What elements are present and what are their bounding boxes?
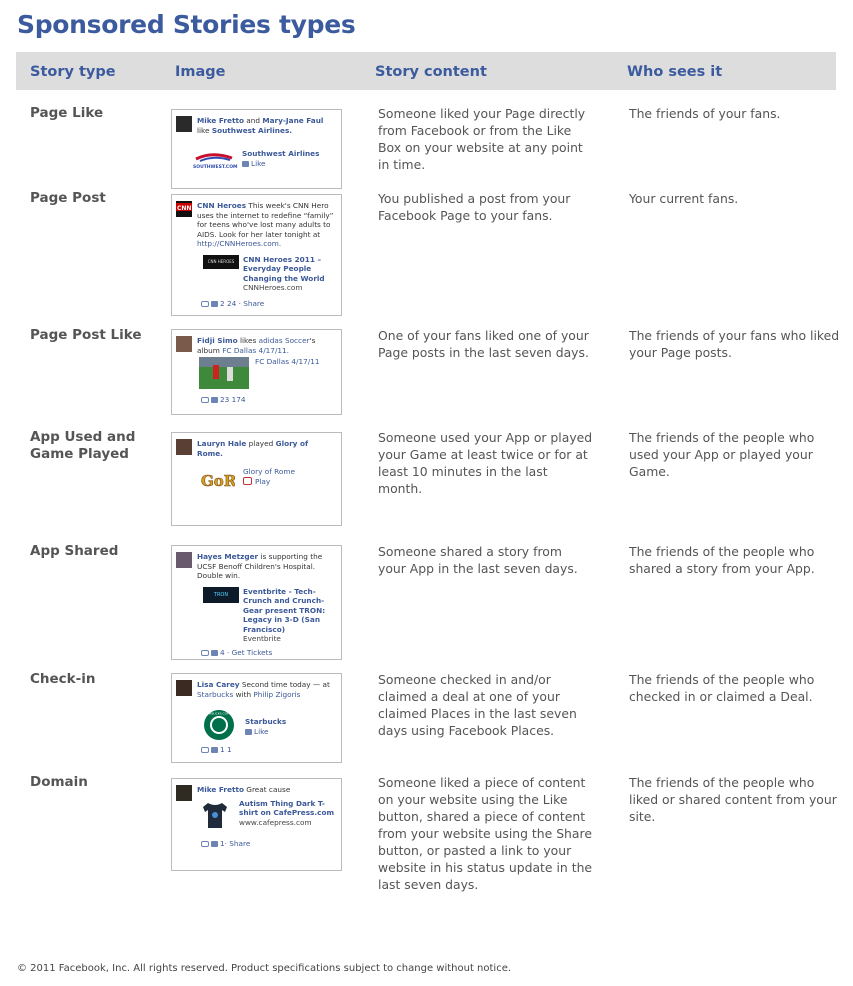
story-image bbox=[171, 432, 342, 526]
thumbs-up-icon bbox=[211, 301, 218, 307]
svg-text:CNN: CNN bbox=[177, 205, 192, 212]
attachment bbox=[199, 467, 336, 489]
thumbnail: CNN HEROES bbox=[203, 255, 239, 269]
who-sees-it: The friends of your fans who liked your Page posts. bbox=[629, 328, 840, 360]
attachment-title[interactable]: Eventbrite - Tech-Crunch and Crunch-Gear present TRON: Legacy in 3-D (San Francisco) bbox=[243, 586, 326, 634]
story-type: Page Like bbox=[30, 105, 104, 121]
cnn-logo-icon bbox=[176, 201, 192, 217]
story-text: Hayes Metzger is supporting the UCSF Benoff Children's Hospital. Double win. bbox=[197, 552, 323, 580]
avatar bbox=[176, 785, 192, 801]
story-text: CNN Heroes This week's CNN Hero uses the internet to redefine “family” for teens who've lost many adults to AIDS. Look for her later tonight at http://CNNHeroes.com. bbox=[197, 201, 334, 248]
thumbs-up-icon bbox=[211, 397, 218, 403]
attachment bbox=[203, 255, 336, 293]
who-sees-it: The friends of the people who liked or shared content from your site. bbox=[629, 775, 837, 824]
story-actions: 1· Share bbox=[201, 839, 336, 849]
story-actions: 1 1 bbox=[201, 745, 336, 755]
who-sees-it: The friends of the people who checked in or claimed a Deal. bbox=[629, 672, 815, 704]
header-who-sees-it: Who sees it bbox=[627, 64, 723, 80]
thumbs-up-icon bbox=[242, 161, 249, 167]
story-image bbox=[171, 673, 342, 763]
avatar bbox=[176, 116, 192, 132]
story-type: Check-in bbox=[30, 671, 96, 687]
story-content: Someone liked your Page directly from Facebook or from the Like Box on your website at any point in time. bbox=[378, 106, 586, 172]
attachment bbox=[203, 587, 336, 644]
southwest-logo-icon bbox=[192, 149, 238, 169]
soccer-photo-icon bbox=[199, 357, 249, 389]
story-image bbox=[171, 109, 342, 189]
attachment-title[interactable]: Southwest Airlines bbox=[242, 149, 320, 158]
thumbnail: TRON bbox=[203, 587, 239, 603]
page-title: Sponsored Stories types bbox=[17, 10, 356, 39]
svg-text:SOUTHWEST.COM: SOUTHWEST.COM bbox=[193, 165, 238, 169]
attachment-title[interactable]: Starbucks bbox=[245, 717, 287, 726]
game-logo-icon bbox=[199, 467, 235, 493]
story-content: Someone shared a story from your App in the last seven days. bbox=[378, 544, 578, 576]
story-image bbox=[171, 329, 342, 415]
attachment bbox=[192, 149, 336, 171]
thumbs-up-icon bbox=[245, 729, 252, 735]
story-content: You published a post from your Facebook Page to your fans. bbox=[378, 191, 571, 223]
story-text: Mike Fretto and Mary-Jane Faul like Southwest Airlines. bbox=[197, 116, 324, 135]
attachment-title[interactable]: Autism Thing Dark T-shirt on CafePress.com bbox=[239, 798, 335, 817]
svg-text:STARBUCKS COFFEE: STARBUCKS COFFEE bbox=[203, 711, 235, 716]
avatar bbox=[176, 336, 192, 352]
comment-icon bbox=[201, 650, 209, 656]
attachment-title[interactable]: FC Dallas 4/17/11 bbox=[255, 357, 320, 366]
story-image bbox=[171, 194, 342, 316]
story-content: Someone liked a piece of content on your website using the Like button, shared a piece of content from your website using the Share button, or pasted a link to your website in his status update in the last seven days. bbox=[378, 775, 593, 892]
story-type: App Shared bbox=[30, 543, 119, 559]
story-content: Someone checked in and/or claimed a deal at one of your claimed Places in the last seven days using Facebook Places. bbox=[378, 672, 577, 738]
comment-icon bbox=[201, 747, 209, 753]
thumbs-up-icon bbox=[211, 841, 218, 847]
story-content: One of your fans liked one of your Page posts in the last seven days. bbox=[378, 328, 589, 360]
like-button[interactable]: Like bbox=[242, 159, 336, 169]
attachment-title[interactable]: Glory of Rome bbox=[243, 467, 295, 476]
story-type: Page Post bbox=[30, 190, 106, 206]
starbucks-logo-icon bbox=[203, 709, 235, 741]
table-header bbox=[16, 52, 836, 90]
attachment-source: Eventbrite bbox=[243, 634, 281, 643]
comment-icon bbox=[201, 397, 209, 403]
play-button[interactable]: Play bbox=[243, 477, 336, 487]
avatar bbox=[176, 680, 192, 696]
story-type: Page Post Like bbox=[30, 327, 142, 343]
attachment bbox=[199, 357, 336, 389]
copyright-notice: © 2011 Facebook, Inc. All rights reserved. Product specifications subject to change without notice. bbox=[17, 963, 512, 974]
who-sees-it: The friends of your fans. bbox=[629, 106, 781, 121]
story-text: Lauryn Hale played Glory of Rome. bbox=[197, 439, 309, 458]
tshirt-icon bbox=[199, 799, 231, 831]
who-sees-it: Your current fans. bbox=[629, 191, 739, 206]
attachment bbox=[199, 799, 336, 831]
who-sees-it: The friends of the people who shared a story from your App. bbox=[629, 544, 815, 576]
attachment bbox=[203, 709, 336, 741]
comment-icon bbox=[201, 301, 209, 307]
svg-text:GoR: GoR bbox=[201, 472, 235, 490]
attachment-source: CNNHeroes.com bbox=[243, 283, 303, 292]
comment-icon bbox=[201, 841, 209, 847]
attachment-source: www.cafepress.com bbox=[239, 817, 312, 827]
who-sees-it: The friends of the people who used your App or played your Game. bbox=[629, 430, 815, 479]
avatar bbox=[176, 439, 192, 455]
story-actions: 23 174 bbox=[201, 395, 336, 405]
header-image: Image bbox=[175, 64, 226, 80]
play-icon bbox=[243, 477, 252, 485]
attachment-title[interactable]: CNN Heroes 2011 – Everyday People Changing the World bbox=[243, 254, 325, 283]
story-content: Someone used your App or played your Game at least twice or for at least 10 minutes in the last month. bbox=[378, 430, 593, 496]
avatar bbox=[176, 552, 192, 568]
thumbs-up-icon bbox=[211, 650, 218, 656]
header-story-content: Story content bbox=[375, 64, 487, 80]
story-actions: 2 24 · Share bbox=[201, 299, 336, 309]
story-image bbox=[171, 545, 342, 660]
thumbs-up-icon bbox=[211, 747, 218, 753]
story-text: Mike Fretto Great cause bbox=[197, 785, 291, 794]
like-button[interactable]: Like bbox=[245, 727, 336, 737]
story-type: App Used and Game Played bbox=[30, 429, 136, 462]
story-image bbox=[171, 778, 342, 871]
story-type: Domain bbox=[30, 774, 88, 790]
story-actions: 4 · Get Tickets bbox=[201, 648, 336, 658]
story-text: Fidji Simo likes adidas Soccer's album FC Dallas 4/17/11. bbox=[197, 336, 316, 355]
header-story-type: Story type bbox=[30, 64, 116, 80]
story-text: Lisa Carey Second time today — at Starbucks with Philip Zigoris bbox=[197, 680, 330, 699]
